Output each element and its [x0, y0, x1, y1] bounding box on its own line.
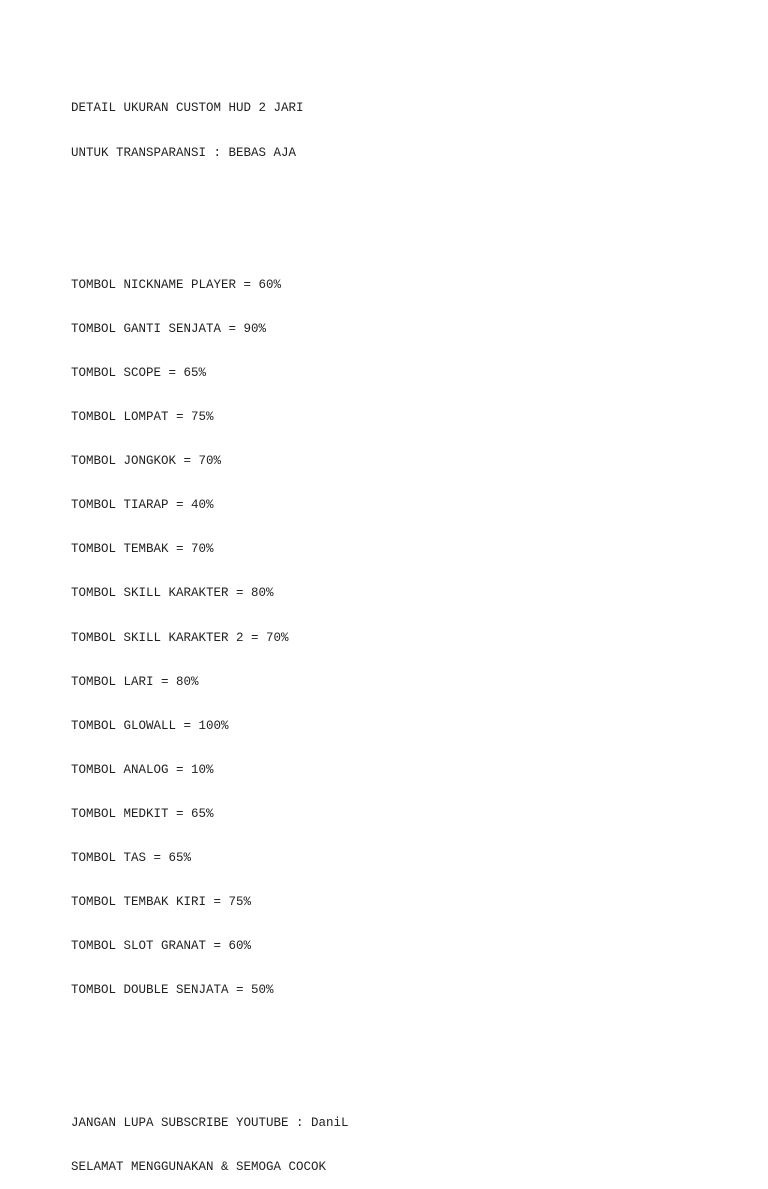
setting-line: TOMBOL TEMBAK = 70% [71, 542, 214, 557]
setting-line: TOMBOL SKILL KARAKTER = 80% [71, 586, 274, 601]
setting-line: TOMBOL TEMBAK KIRI = 75% [71, 895, 252, 910]
setting-line: TOMBOL SCOPE = 65% [71, 365, 207, 380]
setting-line: TOMBOL JONGKOK = 70% [71, 454, 222, 469]
setting-line: TOMBOL DOUBLE SENJATA = 50% [71, 983, 274, 998]
document-page [71, 72, 349, 1189]
setting-line: TOMBOL SLOT GRANAT = 60% [71, 939, 252, 954]
closing-note: SELAMAT MENGGUNAKAN & SEMOGA COCOK [71, 1159, 327, 1174]
settings-list [71, 248, 349, 1027]
subscribe-note: JANGAN LUPA SUBSCRIBE YOUTUBE : DaniL [71, 1115, 349, 1130]
setting-line: TOMBOL SKILL KARAKTER 2 = 70% [71, 630, 289, 645]
setting-line: TOMBOL TAS = 65% [71, 851, 192, 866]
setting-line: TOMBOL MEDKIT = 65% [71, 806, 214, 821]
setting-line: TOMBOL ANALOG = 10% [71, 762, 214, 777]
setting-line: TOMBOL LOMPAT = 75% [71, 410, 214, 425]
setting-line: TOMBOL TIARAP = 40% [71, 498, 214, 513]
blank-line [71, 190, 349, 205]
transparency-note: UNTUK TRANSPARANSI : BEBAS AJA [71, 145, 297, 160]
setting-line: TOMBOL LARI = 80% [71, 674, 199, 689]
setting-line: TOMBOL GLOWALL = 100% [71, 718, 229, 733]
document-title: DETAIL UKURAN CUSTOM HUD 2 JARI [71, 101, 304, 116]
blank-line [71, 1072, 349, 1087]
setting-line: TOMBOL NICKNAME PLAYER = 60% [71, 277, 282, 292]
setting-line: TOMBOL GANTI SENJATA = 90% [71, 321, 267, 336]
